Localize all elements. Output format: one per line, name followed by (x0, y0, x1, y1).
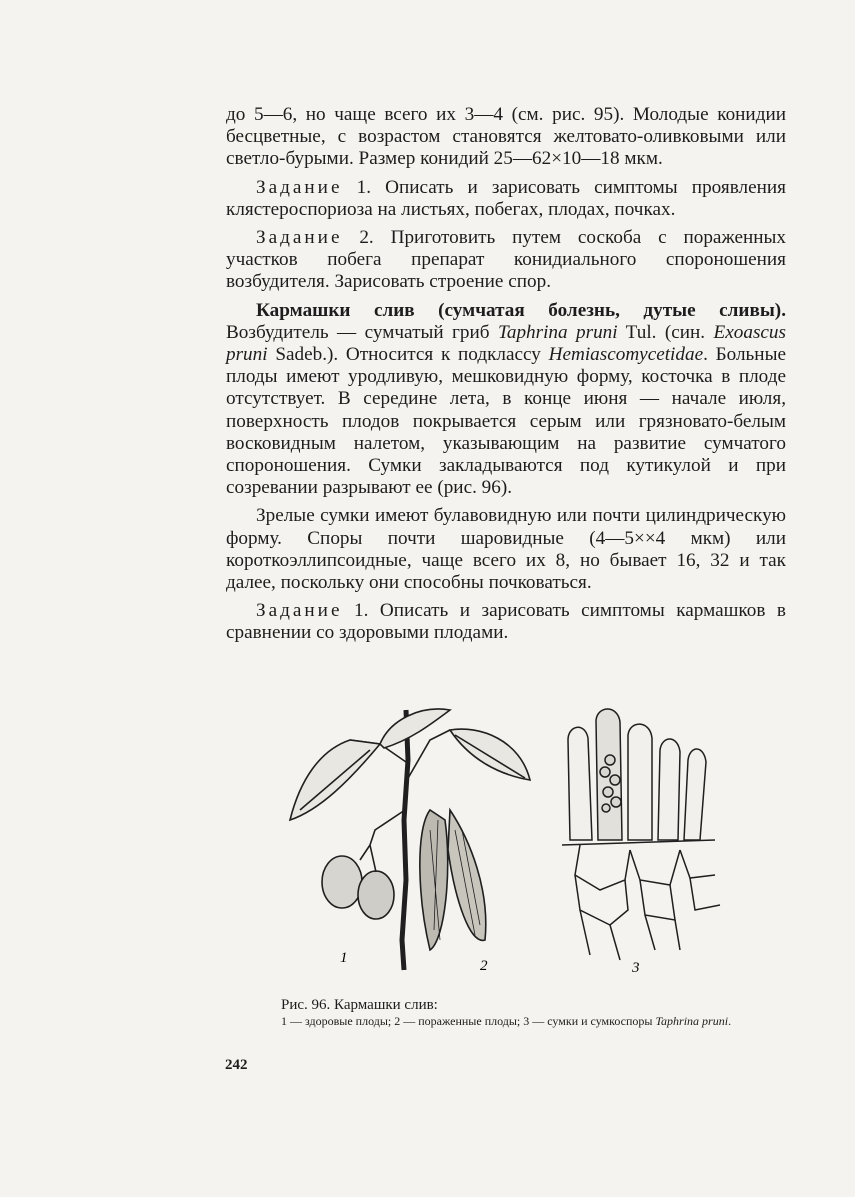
body-text (226, 104, 786, 651)
caption-title: Рис. 96. Кармашки слив: (281, 997, 438, 1013)
figure-label-2: 2 (480, 958, 488, 974)
asci-section-drawing (562, 709, 720, 960)
section-heading: Кармашки слив (сумчатая болезнь, дутые сливы). (256, 299, 786, 321)
species-name: Taphrina pruni (497, 321, 618, 343)
task-1-pockets (226, 600, 786, 644)
text-run: . Больные плоды имеют уродливую, мешковидную форму, косточка в плоде отсутствует. В середине лета, в конце июня — начале июля, поверхность плодов покрывается серым или грязновато-белым восковидным налетом, указывающим на развитие сумчатого спороношения. Сумки закладываются под кутикулой и при созревании разрывают ее (рис. 96). (226, 344, 786, 499)
caption-legend (281, 1014, 771, 1028)
task-label: Задание (256, 176, 343, 198)
task-2-preparation (226, 227, 786, 294)
task-text: 2. Приготовить путем соскоба с пораженных участков побега препарат конидиального спороношения возбудителя. Зарисовать строение спор. (226, 227, 786, 293)
subclass-name: Hemiascomycetidae (548, 344, 704, 366)
task-text: 1. Описать и зарисовать симптомы кармашков в сравнении со здоровыми плодами. (226, 600, 786, 644)
figure-label-1: 1 (340, 950, 348, 966)
paragraph-conidia: до 5—6, но чаще всего их 3—4 (см. рис. 95). Молодые конидии бесцветные, с возрастом становятся желтовато-оливковыми или светло-бурыми. Размер конидий 25—62×10—18 мкм. (226, 104, 786, 170)
caption-species: Taphrina pruni (655, 1014, 729, 1028)
paragraph-plum-pockets (226, 300, 786, 500)
figure-caption (281, 996, 771, 1028)
task-text: 1. Описать и зарисовать симптомы проявления клястероспориоза на листьях, побегах, плодах, почках. (226, 176, 786, 220)
task-label: Задание (256, 227, 343, 249)
figure-label-3: 3 (632, 960, 640, 975)
paragraph-asci: Зрелые сумки имеют булавовидную или почти цилиндрическую форму. Споры почти шаровидные (4—5××4 мкм) или короткоэллипсоидные, чаще всего их 8, но бывает 16, 32 и так далее, поскольку они способны почковаться. (226, 505, 786, 594)
diseased-plum-2 (448, 810, 486, 940)
plum-branch-drawing (290, 709, 530, 970)
species-synonym: Exoascus pruni (226, 321, 786, 366)
healthy-plum-1 (322, 856, 362, 908)
figure-96-illustration (280, 700, 780, 975)
task-label: Задание (256, 600, 343, 622)
healthy-plum-2 (358, 871, 394, 919)
text-run: Tul. (син. (617, 321, 714, 343)
task-1-clasterosporium (226, 177, 786, 221)
text-run: Возбудитель — сумчатый гриб (226, 321, 498, 343)
text-run: Sadeb.). Относится к подклассу (267, 344, 549, 366)
caption-legend-end: . (728, 1014, 732, 1028)
caption-legend-text: 1 — здоровые плоды; 2 — пораженные плоды; 3 — сумки и сумкоспоры (281, 1014, 656, 1028)
page-number: 242 (225, 1057, 248, 1073)
